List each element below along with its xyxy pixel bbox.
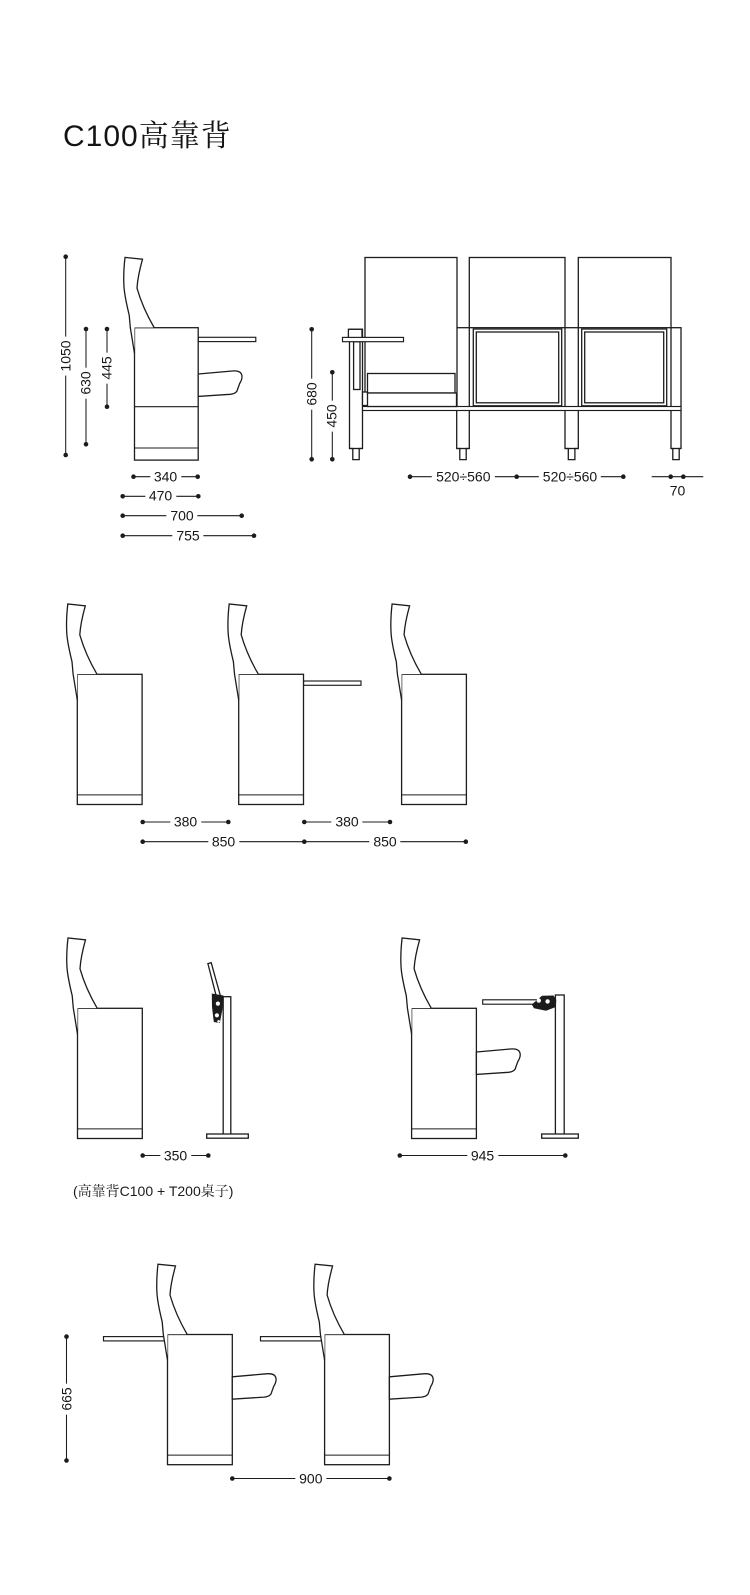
dim-clearance-2: 380 — [331, 814, 362, 829]
dim-row-pitch-1: 850 — [208, 834, 239, 849]
seat-cushion — [389, 1374, 433, 1400]
folded-seat-3 — [582, 329, 667, 406]
dim-height-total: 1050 — [58, 336, 73, 375]
dim-height-backrest: 630 — [78, 367, 93, 398]
dim-depth-open-table: 945 — [467, 1148, 498, 1163]
figure-front-row — [309, 258, 703, 480]
figure-row-pitch-table — [64, 1264, 433, 1481]
pedestal-base — [542, 1134, 579, 1138]
dim-height-armrest: 680 — [304, 378, 319, 409]
seat-cushion — [198, 371, 242, 397]
dim-width-seat: 340 — [150, 469, 181, 484]
tablet-top — [343, 337, 404, 341]
open-seat-front — [368, 374, 456, 394]
pedestal-base — [207, 1134, 249, 1138]
writing-tablet-open — [304, 681, 362, 685]
tablet-support — [354, 342, 360, 390]
dim-leg-width: 70 — [666, 483, 690, 498]
dim-depth-total: 755 — [172, 528, 203, 543]
dim-depth-open: 700 — [166, 508, 197, 523]
foot — [457, 449, 470, 460]
seat-cushion — [476, 1049, 520, 1075]
table-pedestal-folded — [207, 963, 249, 1138]
dim-row-pitch: 900 — [295, 1471, 326, 1486]
writing-tablet-open — [261, 1337, 326, 1341]
page-title: C100高靠背 — [63, 120, 232, 153]
dim-clearance-1: 380 — [170, 814, 201, 829]
dim-lines — [140, 1153, 567, 1158]
folded-seat-2 — [473, 329, 561, 406]
dim-height-seat-top: 445 — [99, 352, 114, 383]
back-panel-3 — [578, 258, 671, 328]
leg-mid-2 — [565, 328, 578, 449]
writing-tablet-open — [104, 1337, 169, 1341]
foot — [350, 449, 363, 460]
figure-with-table — [67, 938, 579, 1158]
seat-cushion — [232, 1374, 276, 1400]
tabletop-folded — [208, 963, 221, 999]
tablet-bracket — [348, 329, 362, 337]
foot — [671, 449, 681, 460]
dim-width-outer: 470 — [145, 489, 176, 504]
dim-table-height: 665 — [59, 1383, 74, 1414]
leg-right — [671, 328, 681, 449]
pedestal-post — [555, 995, 564, 1135]
foot — [565, 449, 578, 460]
dim-row-pitch-2: 850 — [369, 834, 400, 849]
leg-mid-1 — [457, 328, 470, 449]
figure-caption: (高靠背C100 + T200桌子) — [73, 1183, 234, 1199]
dim-seat-pitch-2: 520÷560 — [539, 469, 601, 484]
pedestal-post — [223, 997, 231, 1135]
figure-row-spacing — [66, 604, 468, 844]
back-panel-2 — [469, 258, 565, 328]
dim-height-seat: 450 — [325, 400, 340, 431]
dim-seat-pitch-1: 520÷560 — [432, 469, 494, 484]
hinge-mechanism — [532, 996, 557, 1011]
hinge-mechanism — [212, 994, 224, 1024]
dim-clearance-folded: 350 — [160, 1148, 191, 1163]
writing-tablet-open — [198, 337, 256, 341]
